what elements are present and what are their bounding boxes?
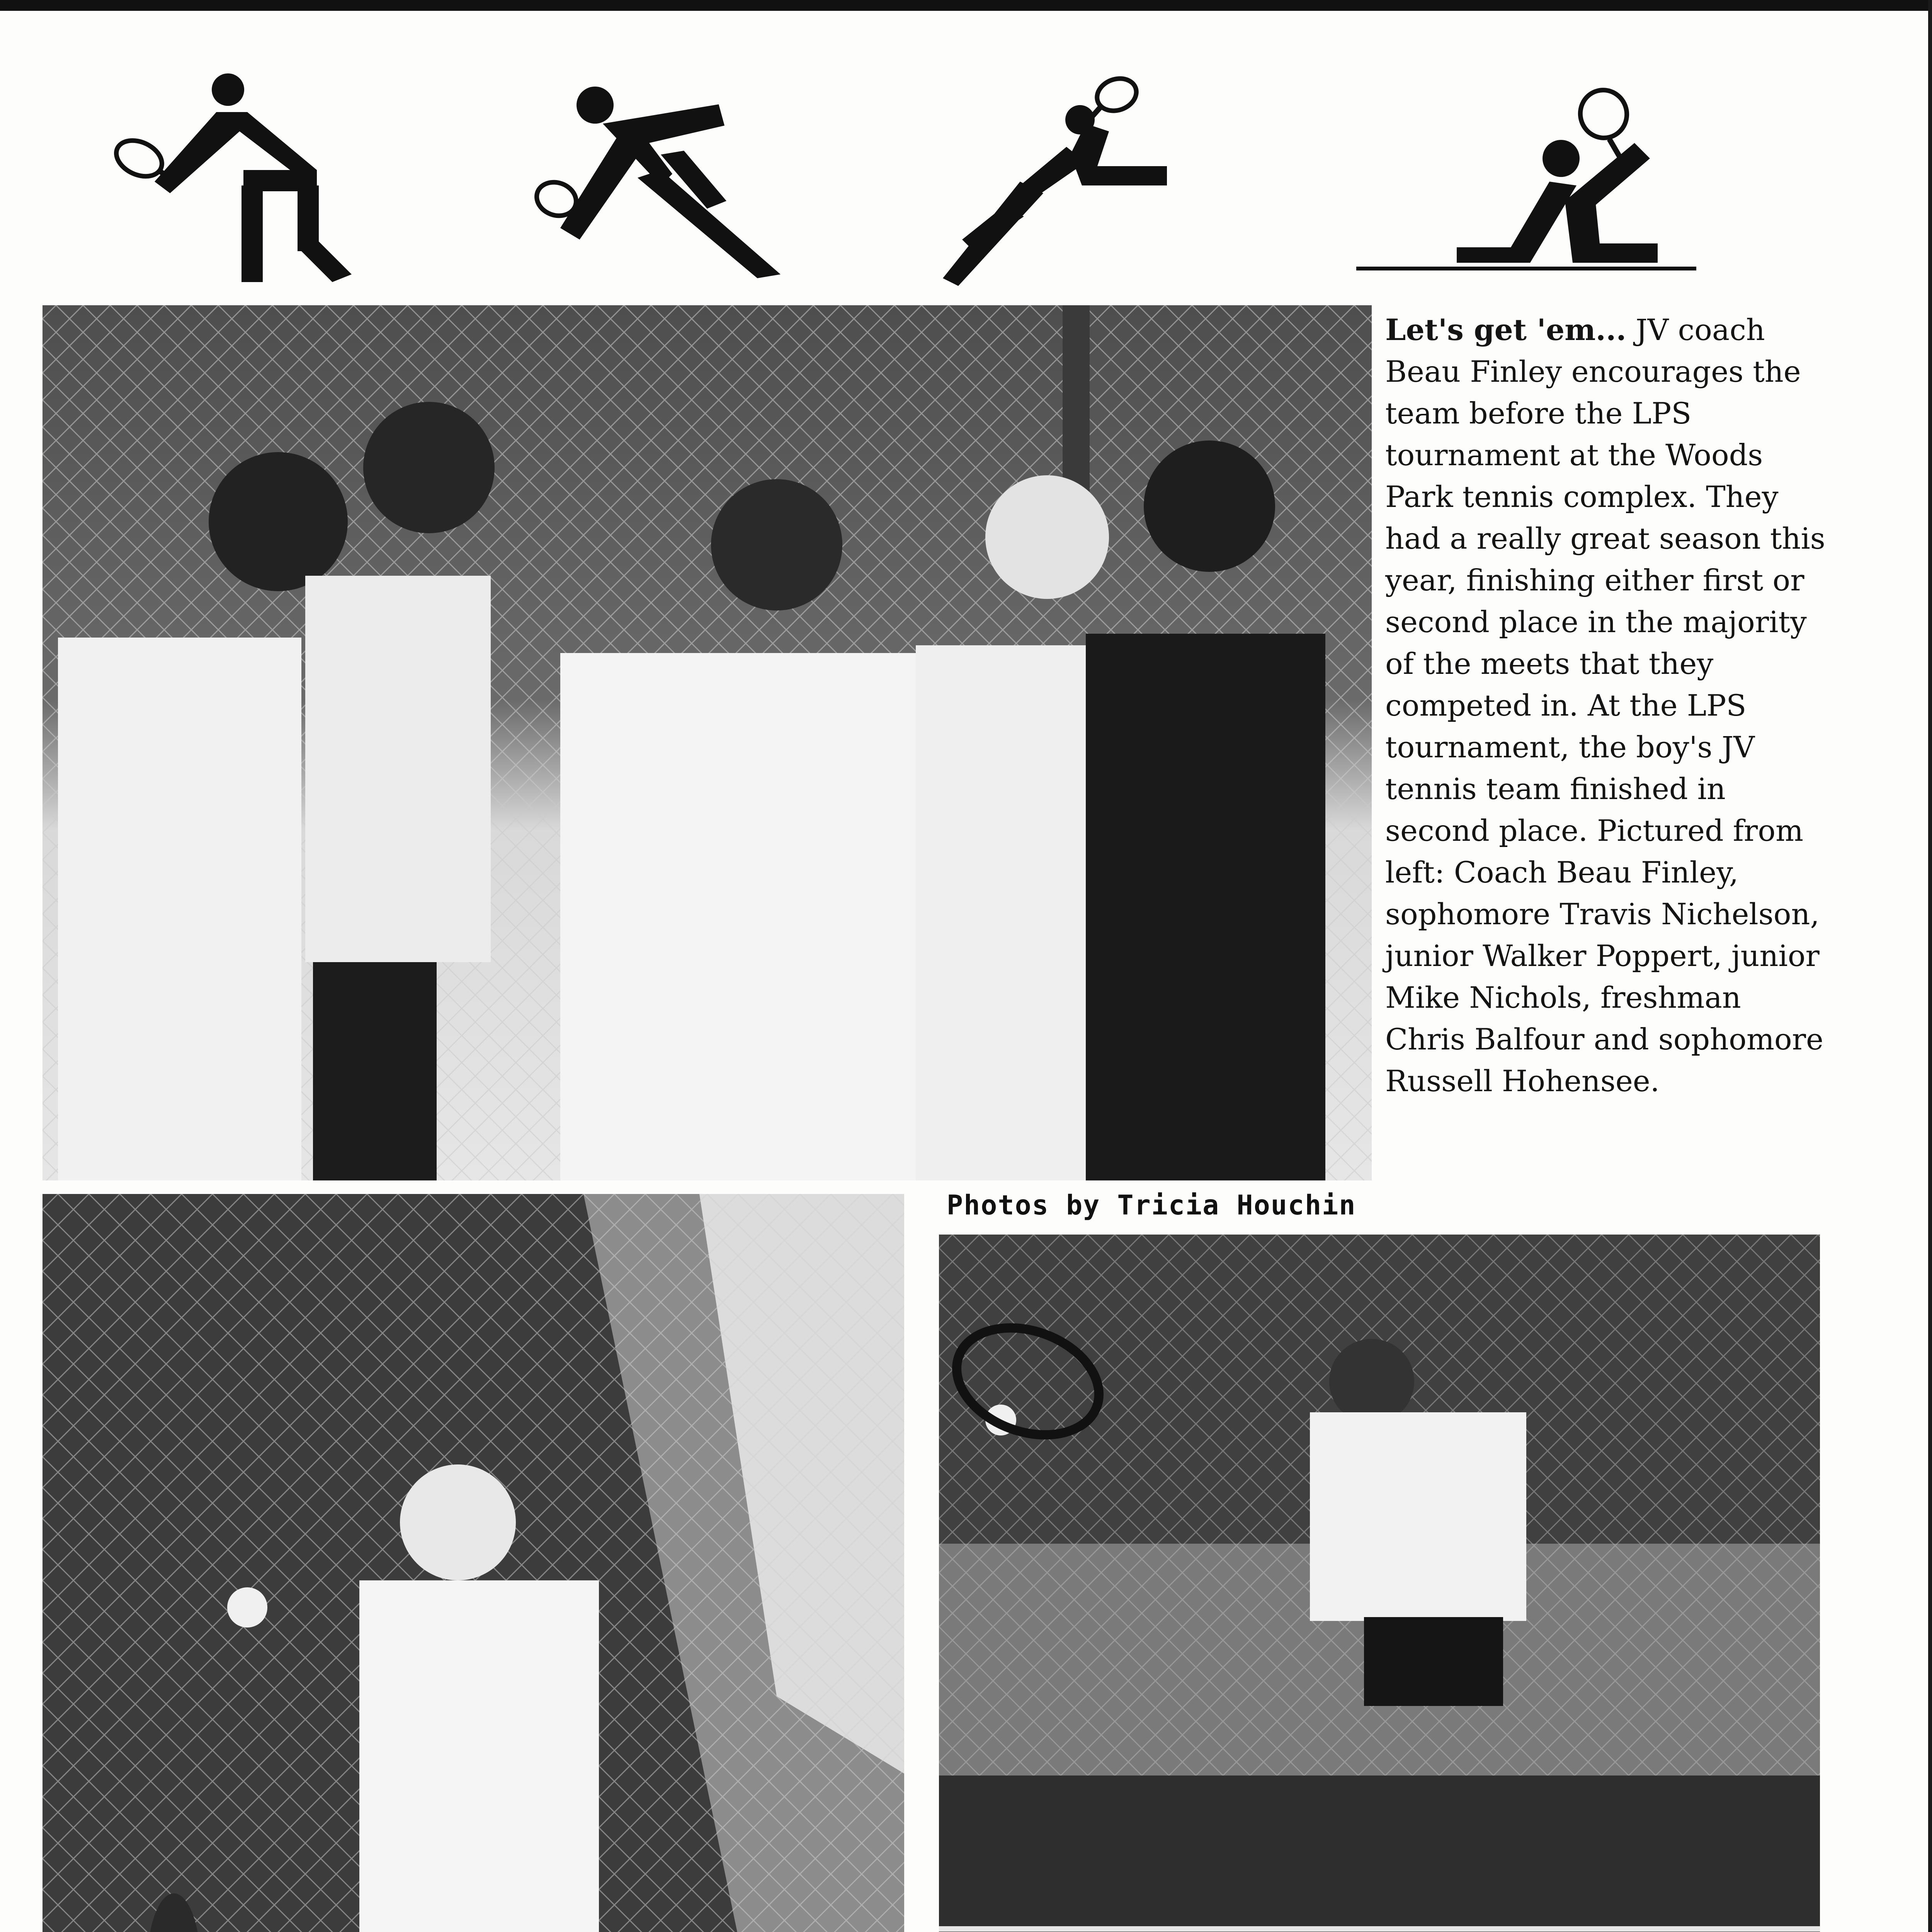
- top-edge-bar: [0, 0, 1932, 11]
- jv-team-huddle-photo: [43, 305, 1372, 1180]
- photo-credit: Photos by Tricia Houchin: [947, 1189, 1356, 1221]
- tennis-player-running-icon: [943, 70, 1182, 286]
- creswell-practice-photo: [43, 1194, 904, 1932]
- jv-coach-caption: [1385, 309, 1826, 1102]
- tennis-player-lunge-icon: [533, 77, 784, 278]
- nichelson-stretch-photo: [939, 1235, 1820, 1932]
- tennis-player-kneeling-icon: [1356, 85, 1696, 278]
- caption-lead: Let's get 'em...: [1385, 313, 1626, 347]
- tennis-player-forehand-icon: [112, 66, 363, 282]
- page-binding-edge: [1928, 0, 1932, 1932]
- caption-body: JV coach Beau Finley encourages the team before the LPS tournament at the Woods Park tennis complex. They had a really great season this year, finishing either first or second place in the majority of the meets that they competed in. At the LPS tournament, the boy's JV tennis team finished in second place. Pictured from left: Coach Beau Finley, sophomore Travis Nichelson, junior Walker Poppert, junior Mike Nichols, freshman Chris Balfour and sophomore Russell Hohensee.: [1385, 313, 1825, 1098]
